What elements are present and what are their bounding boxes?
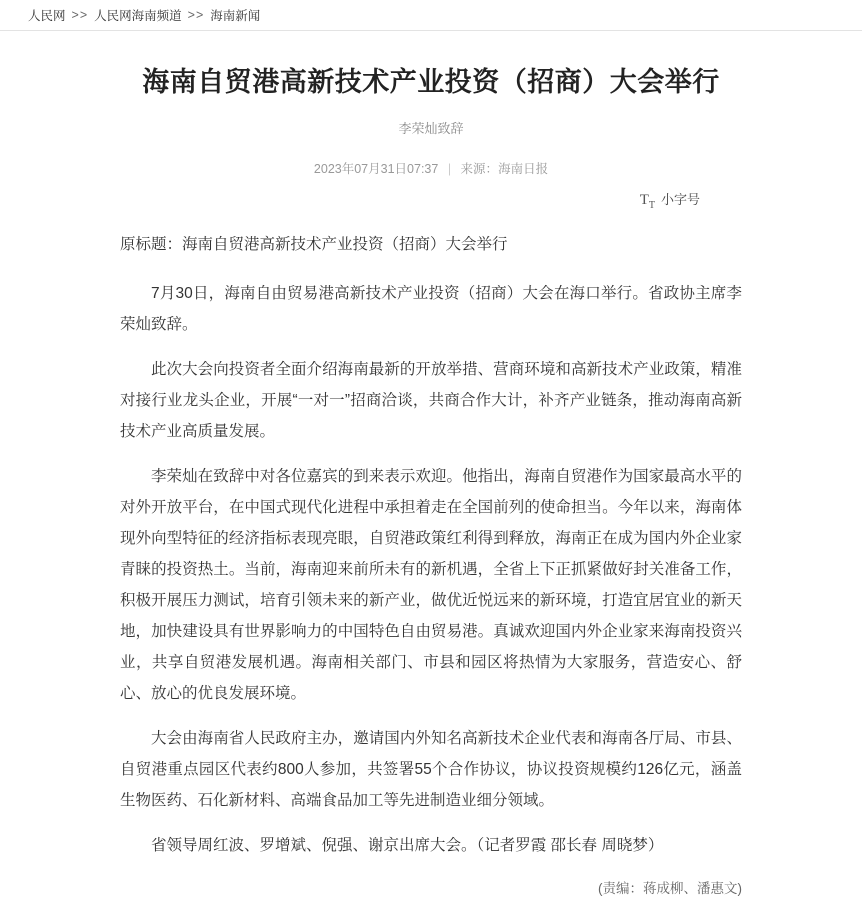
- breadcrumb-separator-1: >>: [187, 8, 205, 22]
- breadcrumb-divider: [0, 30, 862, 31]
- publish-date: 2023年07月31日07:37: [313, 162, 439, 177]
- text-size-icon: $T_T$: [639, 192, 655, 212]
- source-name: 海南日报: [498, 162, 549, 177]
- article-paragraph: 7月30日，海南自由贸易港高新技术产业投资（招商）大会在海口举行。省政协主席李荣灿致辞。: [120, 285, 742, 334]
- breadcrumb: [0, 0, 862, 30]
- font-size-label: 小字号: [660, 192, 700, 208]
- article-paragraph: 省领导周红波、罗增斌、倪强、谢京出席大会。（记者罗霞 邵长春 周晓梦）: [151, 837, 664, 855]
- article-paragraph: 大会由海南省人民政府主办，邀请国内外知名高新技术企业代表和海南各厅局、市县、自贸港重点园区代表约800人参加，共签署55个合作协议，协议投资规模约126亿元，涵盖生物医药、石化新材料、高端食品加工等先进制造业细分领域。: [120, 730, 742, 810]
- fontsize-toolbar: [120, 189, 742, 211]
- page-title: 海南自贸港高新技术产业投资（招商）大会举行: [142, 67, 720, 97]
- article-paragraph: 李荣灿在致辞中对各位嘉宾的到来表示欢迎。他指出，海南自贸港作为国家最高水平的对外开放平台，在中国式现代化进程中承担着走在全国前列的使命担当。今年以来，海南体现外向型特征的经济指标表现亮眼，自贸港政策红利得到释放，海南正在成为国内外企业家青睐的投资热土。当前，海南迎来前所未有的新机遇，全省上下正抓紧做好封关准备工作，积极开展压力测试，培育引领未来的新产业，做优近悦远来的新环境，打造宜居宜业的新天地，加快建设具有世界影响力的中国特色自由贸易港。真诚欢迎国内外企业家来海南投资兴业，共享自贸港发展机遇。海南相关部门、市县和园区将热情为大家服务，营造安心、舒心、放心的优良发展环境。: [120, 468, 742, 703]
- editor-note: (责编：蒋成柳、潘惠文): [598, 881, 742, 897]
- article-meta: [120, 159, 742, 177]
- article-subtitle: 李荣灿致辞: [398, 121, 464, 137]
- article-body: [120, 229, 742, 902]
- font-size-button[interactable]: [640, 189, 700, 211]
- breadcrumb-item-2[interactable]: 海南新闻: [210, 9, 261, 23]
- breadcrumb-item-0[interactable]: 人民网: [28, 9, 66, 23]
- original-title: 原标题：海南自贸港高新技术产业投资（招商）大会举行: [120, 236, 508, 254]
- article-container: [0, 65, 862, 902]
- article-paragraph: 此次大会向投资者全面介绍海南最新的开放举措、营商环境和高新技术产业政策，精准对接行业龙头企业，开展“一对一”招商洽谈，共商合作大计，补齐产业链条，推动海南高新技术产业高质量发展。: [120, 361, 742, 441]
- breadcrumb-item-1[interactable]: 人民网海南频道: [94, 9, 182, 23]
- source-label: 来源：: [460, 162, 499, 177]
- meta-divider: |: [447, 162, 452, 177]
- breadcrumb-separator-0: >>: [71, 8, 89, 22]
